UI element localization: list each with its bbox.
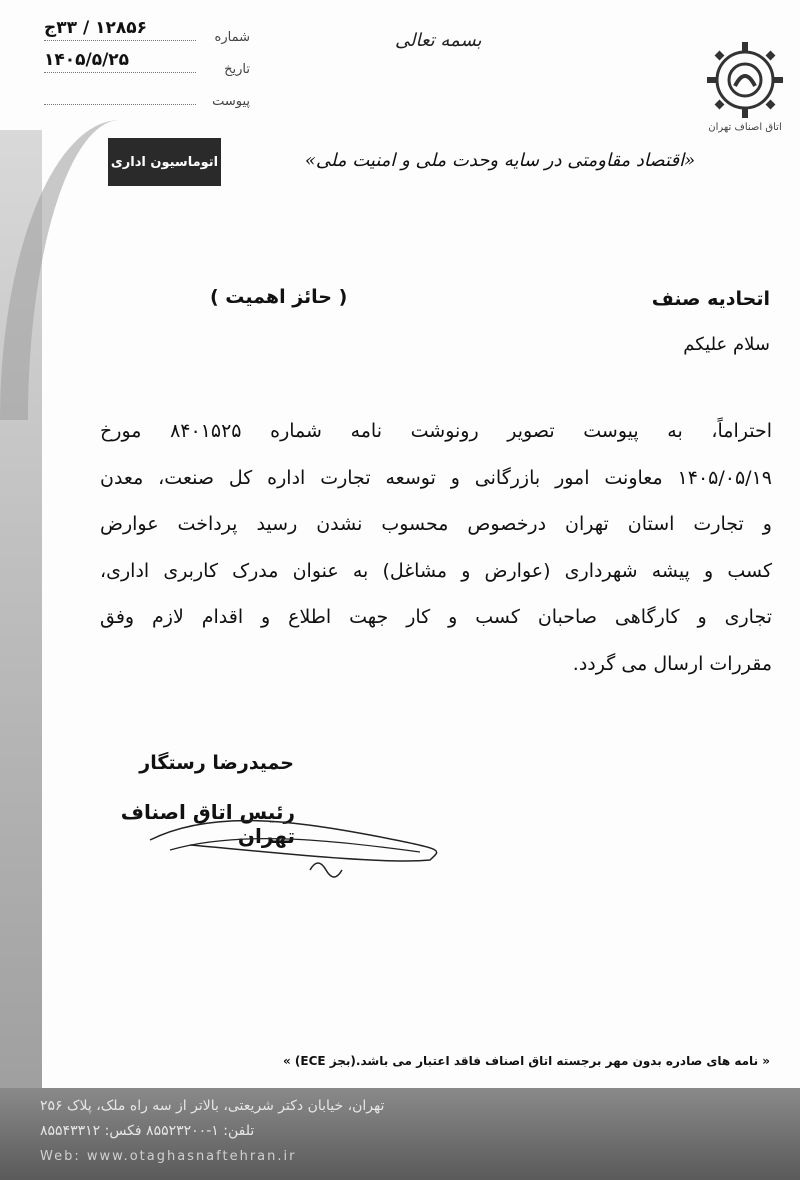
body-line: تجاری و کارگاهی صاحبان کسب و کار جهت اطلاع و اقدام لازم وفق (100, 606, 772, 628)
letter-body (100, 408, 772, 687)
body-line: مقررات ارسال می گردد. (572, 652, 772, 675)
gear-logo-icon (700, 38, 790, 118)
attachment-label: پیوست (212, 94, 250, 109)
handwritten-signature (130, 790, 450, 900)
letter-date: ۱۴۰۵/۵/۲۵ (44, 50, 130, 70)
footer-address: تهران، خیابان دکتر شریعتی، بالاتر از سه راه ملک، پلاک ۲۵۶ (40, 1098, 385, 1114)
signer-title: رئیس اتاق اصناف تهران (120, 800, 295, 848)
letter-meta (40, 18, 250, 118)
slogan: «اقتصاد مقاومتی در سایه وحدت ملی و امنیت ملی» (304, 150, 696, 171)
chamber-logo (700, 38, 790, 143)
body-line: ۱۴۰۵/۰۵/۱۹ معاونت امور بازرگانی و توسعه تجارت اداره کل صنعت، معدن (100, 466, 772, 489)
date-row (40, 50, 250, 86)
bismillah: بسمه تعالی (395, 30, 482, 51)
number-label: شماره (214, 30, 250, 45)
body-line: و تجارت استان تهران درخصوص محسوب نشدن رسید پرداخت عوارض (100, 513, 772, 535)
date-label: تاریخ (224, 62, 250, 77)
importance-label: ( حائز اهمیت ) (210, 286, 348, 308)
attachment-row (40, 86, 250, 118)
department-badge: اتوماسیون اداری (108, 138, 221, 186)
body-line: کسب و پیشه شهرداری (عوارض و مشاغل) به عنوان مدرک کاربری اداری، (100, 559, 772, 582)
body-line: احتراماً، به پیوست تصویر رونوشت نامه شماره ۸۴۰۱۵۲۵ مورخ (100, 420, 772, 442)
recipient: اتحادیه صنف (651, 288, 770, 310)
footer-contact (40, 1094, 460, 1169)
validity-footnote: « نامه های صادره بدون مهر برجسته اتاق اصناف فاقد اعتبار می باشد.(بجز ECE) » (283, 1054, 770, 1068)
letter-number: ۱۲۸۵۶ / ۳۳ج (44, 18, 147, 38)
greeting: سلام علیکم (683, 334, 770, 355)
footer-phones: تلفن: ۱-۸۵۵۲۳۲۰۰ فکس: ۸۵۵۴۳۳۱۲ (40, 1123, 255, 1139)
signer-name: حمیدرضا رستگار (139, 752, 294, 774)
logo-caption: اتاق اصناف تهران (708, 122, 782, 133)
footer-website: Web: www.otaghasnaftehran.ir (40, 1149, 297, 1164)
